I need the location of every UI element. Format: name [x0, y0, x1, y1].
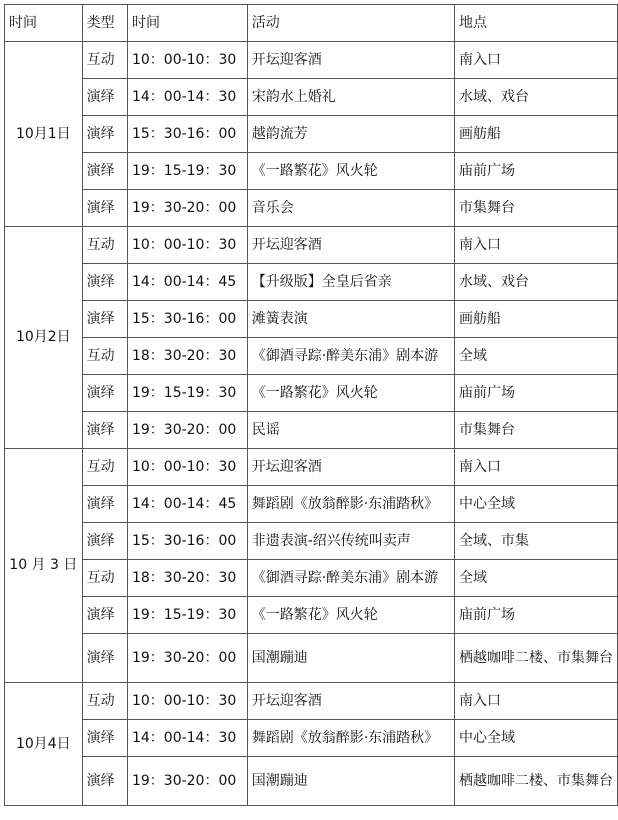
date-cell: 10月4日 — [5, 683, 83, 806]
type-cell: 演绎 — [82, 375, 127, 412]
type-cell: 演绎 — [82, 412, 127, 449]
header-place: 地点 — [454, 5, 617, 42]
header-row — [5, 5, 618, 42]
time-cell: 14：00-14：45 — [127, 486, 247, 523]
table-row — [5, 190, 618, 227]
table-row — [5, 683, 618, 720]
header-activity: 活动 — [247, 5, 454, 42]
time-cell: 19：15-19：30 — [127, 375, 247, 412]
activity-cell: 非遗表演-绍兴传统叫卖声 — [247, 523, 454, 560]
activity-cell: 《御酒寻踪·醉美东浦》剧本游 — [247, 560, 454, 597]
place-cell: 南入口 — [454, 42, 617, 79]
table-row — [5, 597, 618, 634]
place-cell: 全域 — [454, 338, 617, 375]
type-cell: 演绎 — [82, 523, 127, 560]
activity-cell: 滩簧表演 — [247, 301, 454, 338]
table-row — [5, 338, 618, 375]
activity-cell: 国潮蹦迪 — [247, 757, 454, 806]
time-cell: 14：00-14：30 — [127, 79, 247, 116]
table-row — [5, 116, 618, 153]
activity-cell: 民谣 — [247, 412, 454, 449]
activity-cell: 开坛迎客酒 — [247, 449, 454, 486]
table-row — [5, 412, 618, 449]
activity-cell: 《一路繁花》风火轮 — [247, 153, 454, 190]
table-row — [5, 375, 618, 412]
time-cell: 15：30-16：00 — [127, 301, 247, 338]
place-cell: 南入口 — [454, 683, 617, 720]
place-cell: 庙前广场 — [454, 153, 617, 190]
place-cell: 庙前广场 — [454, 375, 617, 412]
place-cell: 栖越咖啡二楼、市集舞台 — [454, 634, 617, 683]
place-cell: 全域、市集 — [454, 523, 617, 560]
time-cell: 18：30-20：30 — [127, 338, 247, 375]
place-cell: 水域、戏台 — [454, 79, 617, 116]
time-cell: 19：30-20：00 — [127, 190, 247, 227]
type-cell: 演绎 — [82, 116, 127, 153]
activity-cell: 舞蹈剧《放翁醉影·东浦踏秋》 — [247, 486, 454, 523]
activity-cell: 舞蹈剧《放翁醉影·东浦踏秋》 — [247, 720, 454, 757]
activity-cell: 【升级版】全皇后省亲 — [247, 264, 454, 301]
table-row — [5, 486, 618, 523]
date-cell: 10 月 3 日 — [5, 449, 83, 683]
header-type: 类型 — [82, 5, 127, 42]
type-cell: 互动 — [82, 338, 127, 375]
place-cell: 南入口 — [454, 227, 617, 264]
type-cell: 演绎 — [82, 264, 127, 301]
type-cell: 演绎 — [82, 79, 127, 116]
type-cell: 演绎 — [82, 720, 127, 757]
time-cell: 19：15-19：30 — [127, 597, 247, 634]
type-cell: 互动 — [82, 560, 127, 597]
table-row — [5, 264, 618, 301]
activity-cell: 《一路繁花》风火轮 — [247, 597, 454, 634]
place-cell: 中心全域 — [454, 720, 617, 757]
schedule-body — [5, 5, 618, 806]
table-row — [5, 227, 618, 264]
place-cell: 画舫船 — [454, 301, 617, 338]
activity-cell: 开坛迎客酒 — [247, 683, 454, 720]
time-cell: 15：30-16：00 — [127, 523, 247, 560]
time-cell: 19：15-19：30 — [127, 153, 247, 190]
place-cell: 庙前广场 — [454, 597, 617, 634]
time-cell: 10：00-10：30 — [127, 42, 247, 79]
time-cell: 19：30-20：00 — [127, 412, 247, 449]
type-cell: 演绎 — [82, 486, 127, 523]
type-cell: 演绎 — [82, 757, 127, 806]
table-row — [5, 79, 618, 116]
place-cell: 水域、戏台 — [454, 264, 617, 301]
time-cell: 14：00-14：30 — [127, 720, 247, 757]
type-cell: 互动 — [82, 449, 127, 486]
time-cell: 14：00-14：45 — [127, 264, 247, 301]
table-row — [5, 560, 618, 597]
place-cell: 市集舞台 — [454, 412, 617, 449]
table-row — [5, 42, 618, 79]
time-cell: 10：00-10：30 — [127, 683, 247, 720]
time-cell: 15：30-16：00 — [127, 116, 247, 153]
type-cell: 演绎 — [82, 153, 127, 190]
type-cell: 演绎 — [82, 301, 127, 338]
activity-cell: 宋韵水上婚礼 — [247, 79, 454, 116]
table-row — [5, 720, 618, 757]
type-cell: 演绎 — [82, 597, 127, 634]
type-cell: 演绎 — [82, 190, 127, 227]
activity-cell: 国潮蹦迪 — [247, 634, 454, 683]
place-cell: 市集舞台 — [454, 190, 617, 227]
table-row — [5, 301, 618, 338]
date-cell: 10月2日 — [5, 227, 83, 449]
activity-cell: 越韵流芳 — [247, 116, 454, 153]
activity-cell: 音乐会 — [247, 190, 454, 227]
activity-cell: 开坛迎客酒 — [247, 42, 454, 79]
time-cell: 19：30-20：00 — [127, 634, 247, 683]
table-row — [5, 757, 618, 806]
place-cell: 画舫船 — [454, 116, 617, 153]
place-cell: 全域 — [454, 560, 617, 597]
header-date: 时间 — [5, 5, 83, 42]
table-row — [5, 634, 618, 683]
table-row — [5, 449, 618, 486]
type-cell: 互动 — [82, 42, 127, 79]
type-cell: 互动 — [82, 227, 127, 264]
place-cell: 栖越咖啡二楼、市集舞台 — [454, 757, 617, 806]
schedule-table — [4, 4, 618, 806]
header-time: 时间 — [127, 5, 247, 42]
place-cell: 南入口 — [454, 449, 617, 486]
activity-cell: 《一路繁花》风火轮 — [247, 375, 454, 412]
time-cell: 10：00-10：30 — [127, 227, 247, 264]
time-cell: 10：00-10：30 — [127, 449, 247, 486]
activity-cell: 开坛迎客酒 — [247, 227, 454, 264]
date-cell: 10月1日 — [5, 42, 83, 227]
time-cell: 18：30-20：30 — [127, 560, 247, 597]
table-row — [5, 523, 618, 560]
time-cell: 19：30-20：00 — [127, 757, 247, 806]
place-cell: 中心全域 — [454, 486, 617, 523]
table-row — [5, 153, 618, 190]
type-cell: 演绎 — [82, 634, 127, 683]
type-cell: 互动 — [82, 683, 127, 720]
activity-cell: 《御酒寻踪·醉美东浦》剧本游 — [247, 338, 454, 375]
